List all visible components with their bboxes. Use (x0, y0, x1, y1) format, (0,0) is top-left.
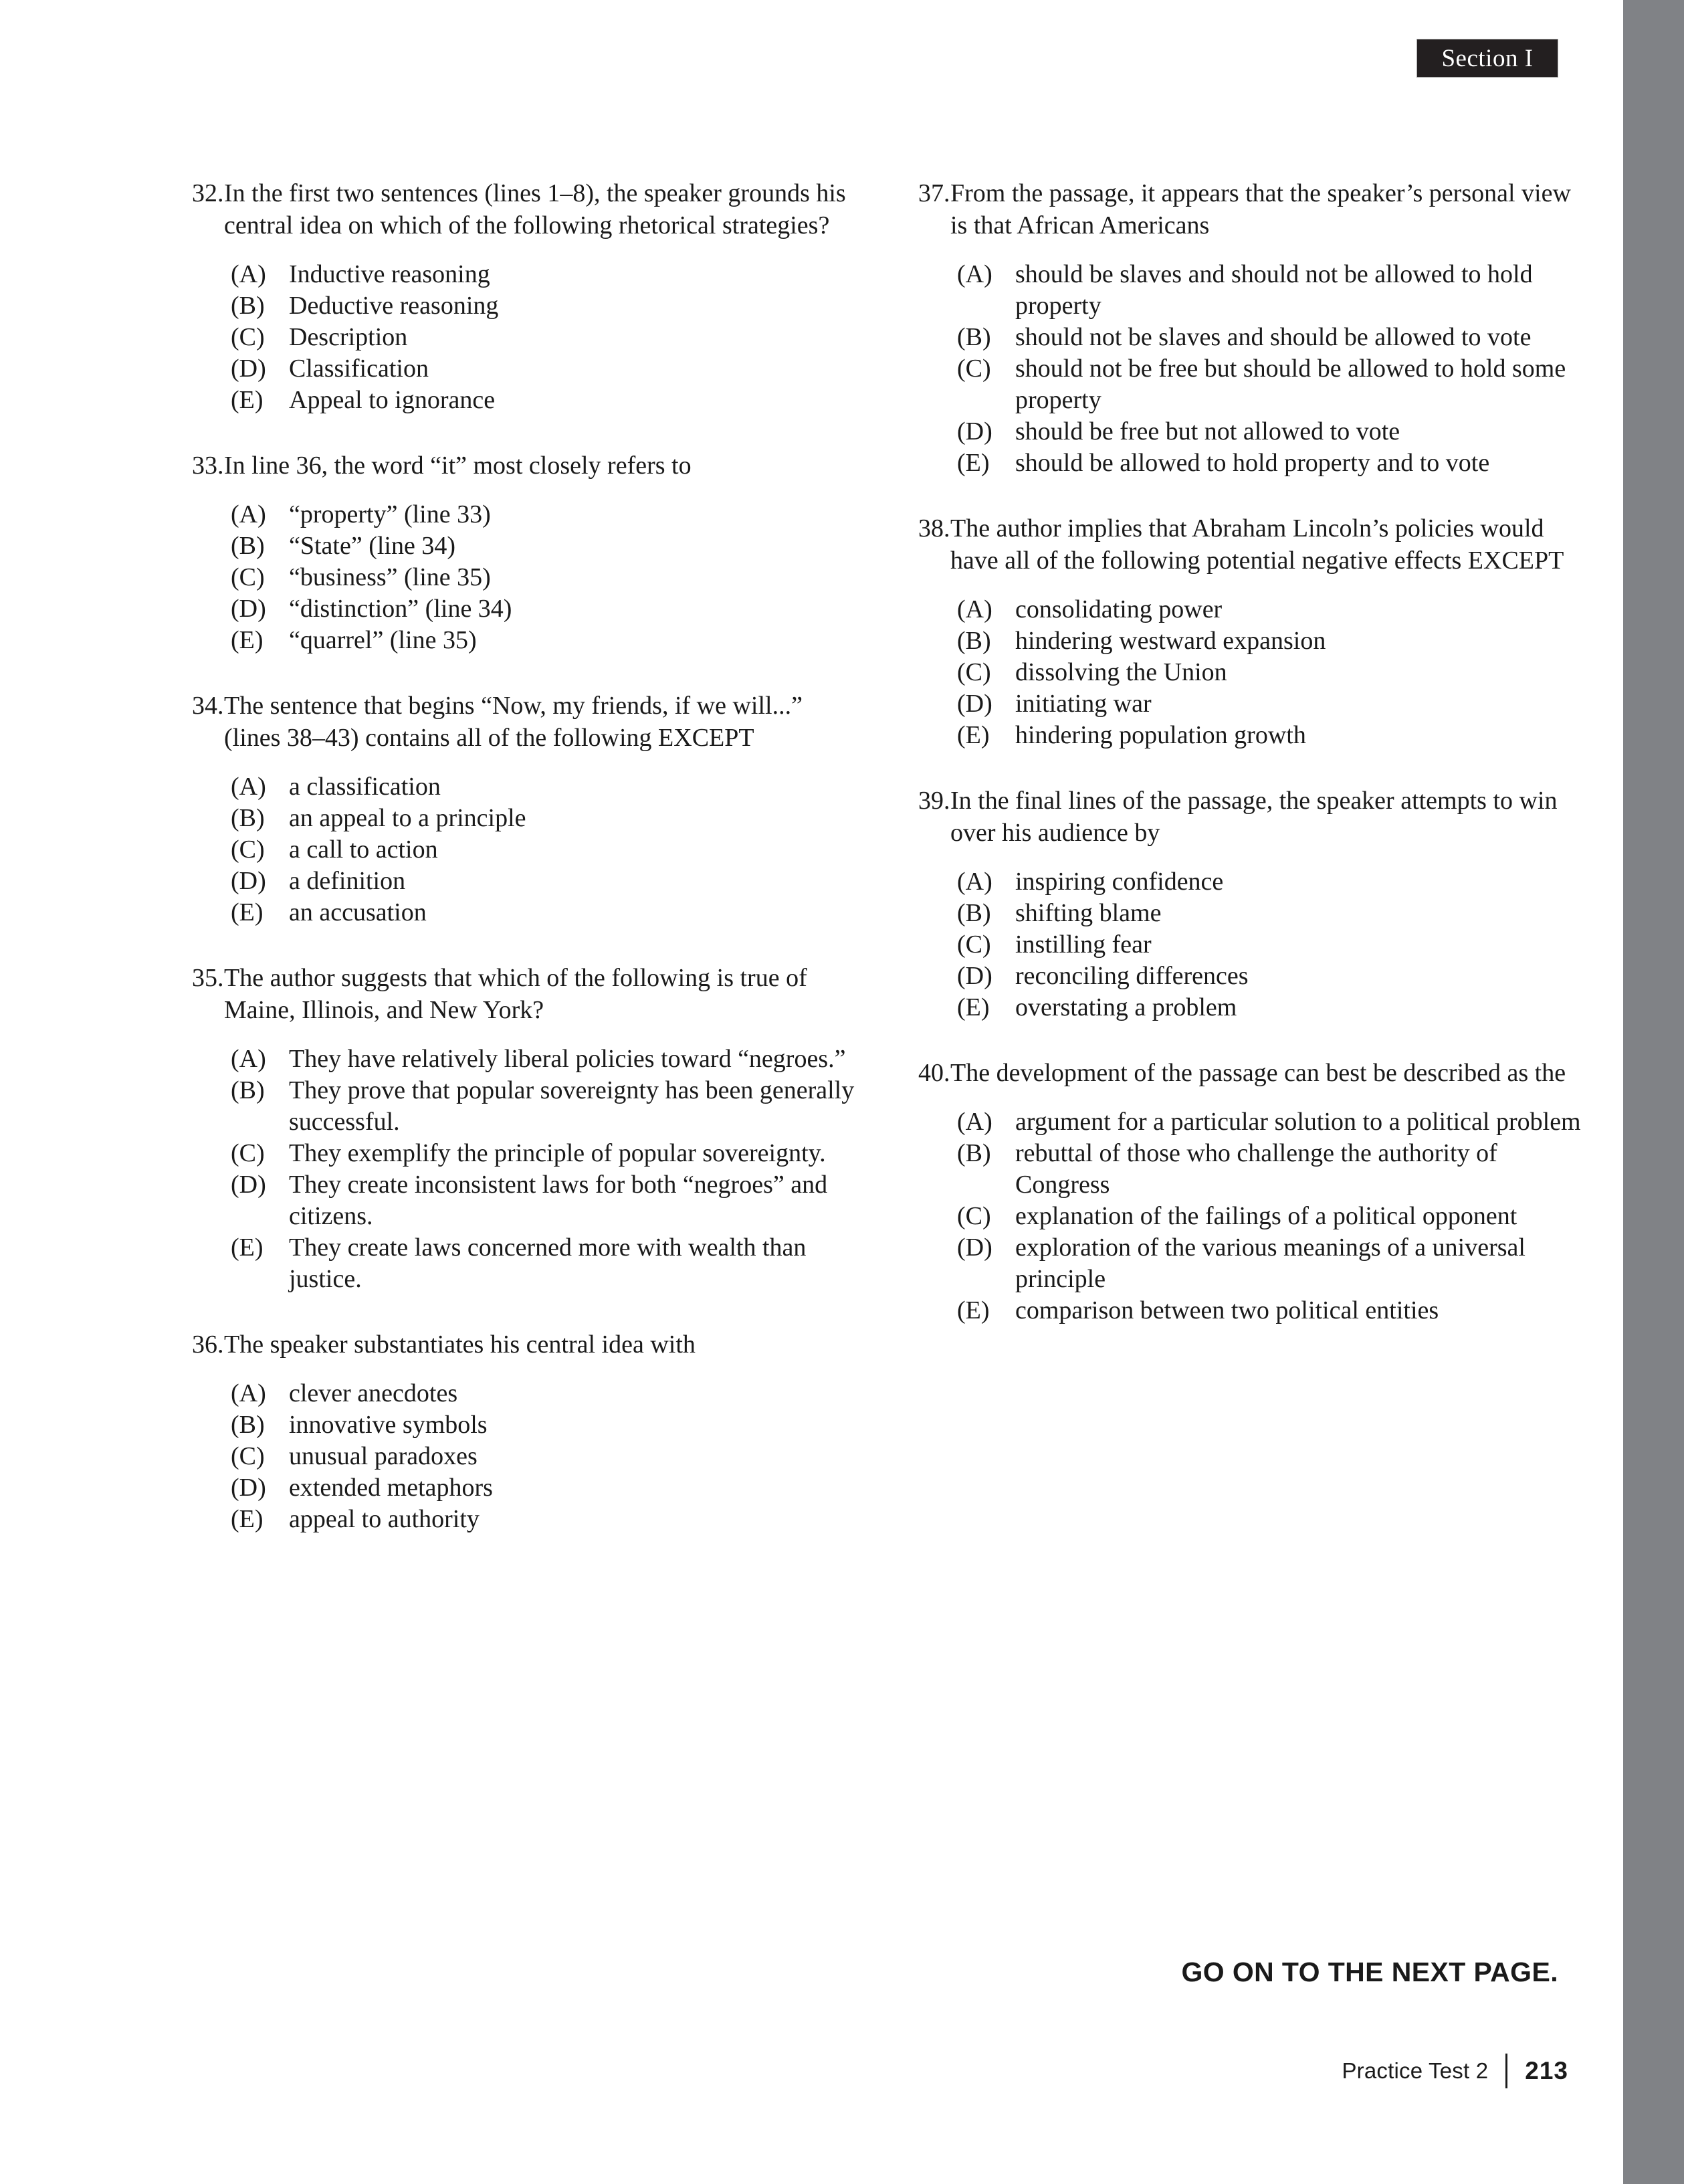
option-text: should be slaves and should not be allowed to hold property (1015, 260, 1533, 320)
question-number: 34. (192, 692, 224, 720)
question-stem-text: In line 36, the word “it” most closely refers to (224, 452, 692, 480)
option-letter: (B) (231, 1076, 265, 1104)
page-footer (0, 2054, 1568, 2088)
question-number: 40. (918, 1059, 950, 1087)
option-letter: (B) (957, 1139, 991, 1167)
answer-option[interactable] (192, 625, 861, 656)
answer-option[interactable] (918, 866, 1587, 898)
option-letter: (D) (231, 1474, 266, 1502)
option-text: They exemplify the principle of popular sovereignty. (289, 1139, 826, 1167)
option-text: exploration of the various meanings of a universal principle (1015, 1233, 1525, 1293)
option-text: should be allowed to hold property and to vote (1015, 449, 1490, 477)
section-tab-label: Section I (1441, 44, 1534, 72)
question-number: 39. (918, 787, 950, 815)
footer-divider (1505, 2054, 1507, 2088)
answer-option[interactable] (192, 1075, 861, 1138)
option-text: “distinction” (line 34) (289, 595, 512, 623)
answer-option[interactable] (192, 1504, 861, 1535)
option-letter: (D) (231, 1171, 266, 1199)
option-list (192, 1378, 861, 1535)
option-letter: (B) (231, 532, 265, 560)
option-letter: (C) (231, 1442, 265, 1470)
question-block (918, 512, 1587, 751)
option-list (918, 594, 1587, 751)
answer-option[interactable] (918, 259, 1587, 322)
option-letter: (B) (957, 323, 991, 351)
question-stem (918, 177, 1587, 241)
question-stem-text: In the final lines of the passage, the speaker attempts to win over his audience by (950, 787, 1558, 847)
question-stem (918, 785, 1587, 849)
option-letter: (A) (231, 1045, 266, 1073)
option-text: Appeal to ignorance (289, 386, 496, 414)
question-stem (192, 450, 861, 482)
option-text: argument for a particular solution to a political problem (1015, 1108, 1581, 1136)
option-text: overstating a problem (1015, 993, 1237, 1021)
option-text: explanation of the failings of a political opponent (1015, 1202, 1517, 1230)
answer-option[interactable] (192, 1441, 861, 1472)
question-number: 37. (918, 179, 950, 207)
option-list (192, 499, 861, 656)
answer-option[interactable] (192, 1409, 861, 1441)
option-text: an appeal to a principle (289, 804, 526, 832)
answer-option[interactable] (918, 1201, 1587, 1232)
answer-option[interactable] (192, 803, 861, 834)
page-edge-bar (1623, 0, 1684, 2184)
question-number: 32. (192, 179, 224, 207)
option-text: shifting blame (1015, 899, 1162, 927)
option-text: should be free but not allowed to vote (1015, 417, 1400, 445)
answer-option[interactable] (192, 322, 861, 353)
option-letter: (A) (957, 595, 992, 623)
answer-option[interactable] (918, 594, 1587, 625)
answer-option[interactable] (918, 929, 1587, 961)
question-number: 33. (192, 452, 224, 480)
answer-option[interactable] (918, 657, 1587, 688)
answer-option[interactable] (918, 353, 1587, 416)
option-letter: (A) (231, 260, 266, 288)
question-number: 35. (192, 964, 224, 992)
option-letter: (E) (957, 721, 990, 749)
option-text: hindering population growth (1015, 721, 1306, 749)
answer-option[interactable] (918, 961, 1587, 992)
option-text: should not be slaves and should be allowed to vote (1015, 323, 1532, 351)
answer-option[interactable] (192, 834, 861, 866)
answer-option[interactable] (192, 259, 861, 290)
answer-option[interactable] (918, 416, 1587, 448)
option-list (918, 866, 1587, 1023)
option-letter: (D) (957, 962, 992, 990)
answer-option[interactable] (192, 866, 861, 897)
footer-page-number: 213 (1525, 2057, 1568, 2084)
option-text: innovative symbols (289, 1411, 488, 1439)
question-stem (192, 962, 861, 1026)
answer-option[interactable] (192, 530, 861, 562)
question-columns (0, 177, 1623, 1850)
option-letter: (A) (957, 260, 992, 288)
answer-option[interactable] (192, 499, 861, 530)
answer-option[interactable] (192, 353, 861, 385)
option-letter: (C) (231, 835, 265, 864)
option-text: clever anecdotes (289, 1379, 458, 1407)
option-text: extended metaphors (289, 1474, 493, 1502)
question-stem (918, 1057, 1587, 1089)
option-text: appeal to authority (289, 1505, 480, 1533)
answer-option[interactable] (918, 625, 1587, 657)
question-stem (192, 1328, 861, 1361)
answer-option[interactable] (192, 385, 861, 416)
answer-option[interactable] (192, 1472, 861, 1504)
option-letter: (D) (231, 595, 266, 623)
section-tab (1416, 39, 1558, 78)
answer-option[interactable] (918, 720, 1587, 751)
option-letter: (D) (231, 867, 266, 895)
option-letter: (E) (231, 1505, 264, 1533)
footer-test-name: Practice Test 2 (1342, 2058, 1489, 2083)
question-block (192, 450, 861, 656)
answer-option[interactable] (918, 898, 1587, 929)
question-stem-text: In the first two sentences (lines 1–8), the speaker grounds his central idea on which of the following rhetorical strategies? (224, 179, 846, 239)
option-text: Classification (289, 355, 429, 383)
option-text: “quarrel” (line 35) (289, 626, 477, 654)
question-block (192, 962, 861, 1295)
answer-option[interactable] (192, 593, 861, 625)
answer-option[interactable] (918, 448, 1587, 479)
option-text: a definition (289, 867, 406, 895)
option-letter: (B) (231, 804, 265, 832)
option-letter: (A) (231, 1379, 266, 1407)
option-list (192, 259, 861, 416)
option-text: dissolving the Union (1015, 658, 1227, 686)
option-text: inspiring confidence (1015, 868, 1224, 896)
question-stem-text: The author suggests that which of the following is true of Maine, Illinois, and New York? (224, 964, 807, 1024)
question-stem-text: The development of the passage can best be described as the (950, 1059, 1566, 1087)
option-letter: (A) (231, 773, 266, 801)
option-letter: (D) (957, 690, 992, 718)
option-text: rebuttal of those who challenge the authority of Congress (1015, 1139, 1497, 1199)
option-list (918, 1106, 1587, 1326)
option-text: unusual paradoxes (289, 1442, 478, 1470)
option-letter: (D) (231, 355, 266, 383)
option-list (192, 771, 861, 928)
question-column-left (192, 177, 861, 1569)
option-text: should not be free but should be allowed to hold some property (1015, 355, 1566, 414)
answer-option[interactable] (192, 1138, 861, 1169)
answer-option[interactable] (918, 992, 1587, 1023)
option-text: They create laws concerned more with wealth than justice. (289, 1233, 807, 1293)
option-text: “business” (line 35) (289, 563, 491, 591)
option-letter: (A) (957, 1108, 992, 1136)
question-stem-text: The author implies that Abraham Lincoln’s policies would have all of the following potential negative effects EXCEPT (950, 514, 1564, 575)
option-text: hindering westward expansion (1015, 627, 1326, 655)
question-stem (192, 177, 861, 241)
option-letter: (B) (231, 1411, 265, 1439)
option-letter: (E) (231, 626, 264, 654)
option-letter: (B) (957, 899, 991, 927)
option-text: reconciling differences (1015, 962, 1249, 990)
answer-option[interactable] (192, 562, 861, 593)
option-letter: (D) (957, 1233, 992, 1262)
answer-option[interactable] (918, 688, 1587, 720)
option-text: initiating war (1015, 690, 1152, 718)
answer-option[interactable] (192, 1232, 861, 1295)
question-block (192, 177, 861, 416)
option-text: Description (289, 323, 408, 351)
answer-option[interactable] (918, 1106, 1587, 1138)
option-letter: (A) (231, 500, 266, 528)
option-letter: (C) (231, 563, 265, 591)
answer-option[interactable] (918, 1232, 1587, 1295)
question-stem-text: The speaker substantiates his central idea with (224, 1330, 696, 1359)
option-letter: (C) (957, 355, 991, 383)
option-text: instilling fear (1015, 930, 1152, 959)
option-text: consolidating power (1015, 595, 1223, 623)
question-block (192, 690, 861, 928)
continue-notice: GO ON TO THE NEXT PAGE. (1181, 1957, 1558, 1987)
option-letter: (E) (957, 993, 990, 1021)
option-text: They create inconsistent laws for both “negroes” and citizens. (289, 1171, 828, 1230)
answer-option[interactable] (192, 290, 861, 322)
answer-option[interactable] (192, 1044, 861, 1075)
option-letter: (C) (231, 323, 265, 351)
option-letter: (D) (957, 417, 992, 445)
option-text: an accusation (289, 898, 427, 926)
option-letter: (E) (957, 449, 990, 477)
option-text: Inductive reasoning (289, 260, 490, 288)
question-block (918, 785, 1587, 1023)
question-column-right (918, 177, 1587, 1360)
answer-option[interactable] (918, 322, 1587, 353)
option-text: They have relatively liberal policies toward “negroes.” (289, 1045, 846, 1073)
option-text: a classification (289, 773, 441, 801)
answer-option[interactable] (192, 1169, 861, 1232)
question-number: 36. (192, 1330, 224, 1359)
option-text: They prove that popular sovereignty has been generally successful. (289, 1076, 855, 1136)
option-letter: (C) (957, 658, 991, 686)
option-letter: (C) (957, 930, 991, 959)
option-letter: (E) (231, 386, 264, 414)
option-letter: (B) (231, 292, 265, 320)
question-stem (918, 512, 1587, 577)
option-text: Deductive reasoning (289, 292, 499, 320)
question-block (918, 1057, 1587, 1326)
option-letter: (C) (231, 1139, 265, 1167)
option-letter: (E) (231, 1233, 264, 1262)
option-list (192, 1044, 861, 1295)
option-letter: (E) (231, 898, 264, 926)
option-text: comparison between two political entities (1015, 1296, 1439, 1324)
question-block (192, 1328, 861, 1535)
option-letter: (E) (957, 1296, 990, 1324)
question-number: 38. (918, 514, 950, 542)
option-text: “property” (line 33) (289, 500, 491, 528)
question-block (918, 177, 1587, 479)
option-text: a call to action (289, 835, 438, 864)
option-text: “State” (line 34) (289, 532, 456, 560)
question-stem-text: The sentence that begins “Now, my friends, if we will...” (lines 38–43) contains all of the following EXCEPT (224, 692, 803, 752)
answer-option[interactable] (192, 771, 861, 803)
answer-option[interactable] (192, 897, 861, 928)
answer-option[interactable] (918, 1295, 1587, 1326)
option-list (918, 259, 1587, 479)
answer-option[interactable] (192, 1378, 861, 1409)
answer-option[interactable] (918, 1138, 1587, 1201)
option-letter: (C) (957, 1202, 991, 1230)
option-letter: (A) (957, 868, 992, 896)
question-stem-text: From the passage, it appears that the speaker’s personal view is that African Americans (950, 179, 1571, 239)
question-stem (192, 690, 861, 754)
option-letter: (B) (957, 627, 991, 655)
